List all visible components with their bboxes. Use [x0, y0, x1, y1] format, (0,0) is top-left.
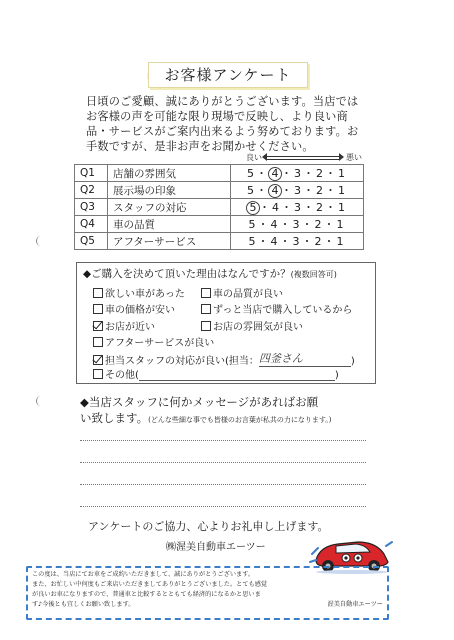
rating-separator: ・ — [323, 218, 337, 231]
question-item: 店舗の雰囲気 — [108, 165, 231, 182]
rating-option[interactable]: 3 — [294, 167, 303, 180]
rating-separator: ・ — [279, 235, 293, 248]
rating-option[interactable]: 3 — [294, 184, 303, 197]
rating-option[interactable]: 2 — [316, 167, 325, 180]
rating-option[interactable]: 5 — [247, 167, 256, 180]
rating-option[interactable]: 1 — [336, 218, 346, 231]
other-reason-field[interactable] — [139, 370, 335, 381]
rating-options — [231, 216, 364, 233]
rating-options — [231, 182, 364, 199]
reason-atmosphere[interactable]: お店の雰囲気が良い — [201, 318, 303, 333]
message-line[interactable] — [80, 440, 366, 441]
rating-option[interactable]: 4 — [270, 218, 280, 231]
punch-hole-mark — [36, 236, 45, 246]
reason-want-car[interactable]: 欲しい車があった — [93, 285, 185, 300]
question-item: 展示場の印象 — [108, 182, 231, 199]
rating-separator: ・ — [325, 201, 338, 214]
rating-separator: ・ — [303, 184, 316, 197]
rating-option[interactable]: 2 — [316, 184, 325, 197]
checkbox[interactable] — [201, 321, 211, 331]
question-item: アフターサービス — [108, 233, 231, 250]
reason-near[interactable]: お店が近い — [93, 318, 155, 333]
rating-option[interactable]: 1 — [338, 167, 347, 180]
punch-hole-mark — [36, 396, 45, 406]
reason-price[interactable]: 車の価格が安い — [93, 301, 175, 316]
note-line: また、お忙しい中何度もご来店いただきましてありがとうございました。とても感覚 — [32, 581, 268, 588]
thank-you-note-box — [26, 566, 389, 620]
checkbox[interactable] — [93, 288, 103, 298]
rating-option[interactable]: 2 — [314, 218, 324, 231]
rating-option[interactable]: 5 — [248, 218, 258, 231]
rating-option[interactable]: 1 — [338, 184, 347, 197]
checkbox[interactable] — [201, 288, 211, 298]
rating-separator: ・ — [256, 184, 269, 197]
message-line[interactable] — [80, 506, 366, 507]
intro-line: 品・サービスがご案内出来るよう努めております。お — [86, 125, 359, 138]
reasons-heading-note: (複数回答可) — [290, 270, 337, 279]
checkbox[interactable] — [93, 321, 103, 331]
rating-option[interactable]: 5 — [247, 184, 256, 197]
question-item: 車の品質 — [108, 216, 231, 233]
rating-option[interactable]: 3 — [294, 201, 303, 214]
checkbox[interactable] — [93, 369, 103, 379]
question-item: スタッフの対応 — [108, 199, 231, 216]
message-line[interactable] — [80, 462, 366, 463]
rating-option[interactable]: 4 — [268, 184, 282, 198]
rating-separator: ・ — [256, 167, 269, 180]
rating-table — [74, 164, 364, 250]
staff-name-field[interactable] — [259, 350, 351, 367]
question-number: Q4 — [75, 216, 108, 233]
checkbox[interactable] — [201, 304, 211, 314]
rating-option[interactable]: 3 — [292, 235, 302, 248]
rating-separator: ・ — [281, 167, 294, 180]
staff-name-value: 四釜さん — [258, 352, 303, 365]
question-number: Q2 — [75, 182, 108, 199]
question-number: Q5 — [75, 233, 108, 250]
rating-separator: ・ — [281, 201, 294, 214]
double-arrow-icon — [266, 156, 340, 160]
reason-other[interactable]: その他( ) — [93, 366, 339, 381]
rating-separator: ・ — [301, 218, 315, 231]
rating-separator: ・ — [257, 235, 271, 248]
rating-option[interactable]: 4 — [270, 235, 280, 248]
thanks-text: アンケートのご協力、心よりお礼申し上げます。 — [88, 520, 329, 533]
message-line[interactable] — [80, 484, 366, 485]
rating-separator: ・ — [303, 167, 316, 180]
rating-separator: ・ — [259, 201, 272, 214]
note-line: この度は、当店にてお車をご成約いただきまして、誠にありがとうございます。 — [32, 571, 255, 578]
reason-loyal[interactable]: ずっと当店で購入しているから — [201, 301, 352, 316]
rating-option[interactable]: 2 — [316, 201, 325, 214]
rating-row — [75, 165, 364, 182]
rating-option[interactable]: 4 — [272, 201, 281, 214]
rating-separator: ・ — [323, 235, 337, 248]
company-name: ㈱渥美自動車エーツー — [166, 542, 266, 553]
reason-staff[interactable]: 担当スタッフの対応が良い(担当：四釜さん ) — [93, 350, 355, 367]
rating-option[interactable]: 5 — [248, 235, 258, 248]
intro-line: 日頃のご愛顧、誠にありがとうございます。当店では — [86, 95, 359, 108]
checkbox[interactable] — [93, 355, 103, 365]
rating-option[interactable]: 3 — [292, 218, 302, 231]
reason-after[interactable]: アフターサービスが良い — [93, 334, 214, 349]
intro-line: お客様の声を可能な限り現場で反映し、より良い商 — [86, 110, 348, 123]
intro-line: 手数ですが、是非お声をお聞かせください。 — [86, 140, 314, 153]
rating-options — [231, 233, 364, 250]
rating-row — [75, 233, 364, 250]
rating-separator: ・ — [303, 201, 316, 214]
rating-row — [75, 216, 364, 233]
message-heading: ◆当店スタッフに何かメッセージがあればお願 い致します。(どんな些細な事でも皆様のお言葉が私共の力になります。) — [80, 395, 332, 425]
rating-row — [75, 199, 364, 216]
intro-text — [86, 94, 376, 154]
note-line: が良いお車になりますので、普通車と比較するとともても経済的になるかと思いま — [32, 591, 261, 598]
reasons-heading: ◆ご購入を決めて頂いた理由はなんですか？(複数回答可) — [83, 268, 337, 280]
note-signature: 渥美自動車エーツー — [327, 601, 383, 608]
rating-separator: ・ — [281, 184, 294, 197]
rating-separator: ・ — [325, 167, 338, 180]
scale-bad-label: 悪い — [346, 153, 362, 162]
checkbox[interactable] — [93, 337, 103, 347]
note-line: す♪今後とも宜しくお願い致します。 — [32, 601, 135, 608]
rating-option[interactable]: 4 — [268, 167, 282, 181]
scale-good-label: 良い — [246, 153, 262, 162]
purchase-reasons-box — [76, 262, 376, 384]
rating-option[interactable]: 1 — [336, 235, 346, 248]
rating-separator: ・ — [301, 235, 315, 248]
rating-options — [231, 199, 364, 216]
page-title — [148, 62, 308, 88]
rating-separator: ・ — [325, 184, 338, 197]
rating-option[interactable]: 1 — [338, 201, 347, 214]
reason-quality[interactable]: 車の品質が良い — [201, 285, 283, 300]
rating-option[interactable]: 2 — [314, 235, 324, 248]
question-number: Q1 — [75, 165, 108, 182]
message-note: (どんな些細な事でも皆様のお言葉が私共の力になります。) — [148, 416, 332, 424]
rating-option[interactable]: 5 — [246, 201, 260, 215]
rating-scale — [246, 152, 366, 162]
rating-separator: ・ — [257, 218, 271, 231]
checkbox[interactable] — [93, 304, 103, 314]
rating-row — [75, 182, 364, 199]
rating-options — [231, 165, 364, 182]
question-number: Q3 — [75, 199, 108, 216]
rating-separator: ・ — [279, 218, 293, 231]
page-title-text: お客様アンケート — [164, 66, 292, 84]
